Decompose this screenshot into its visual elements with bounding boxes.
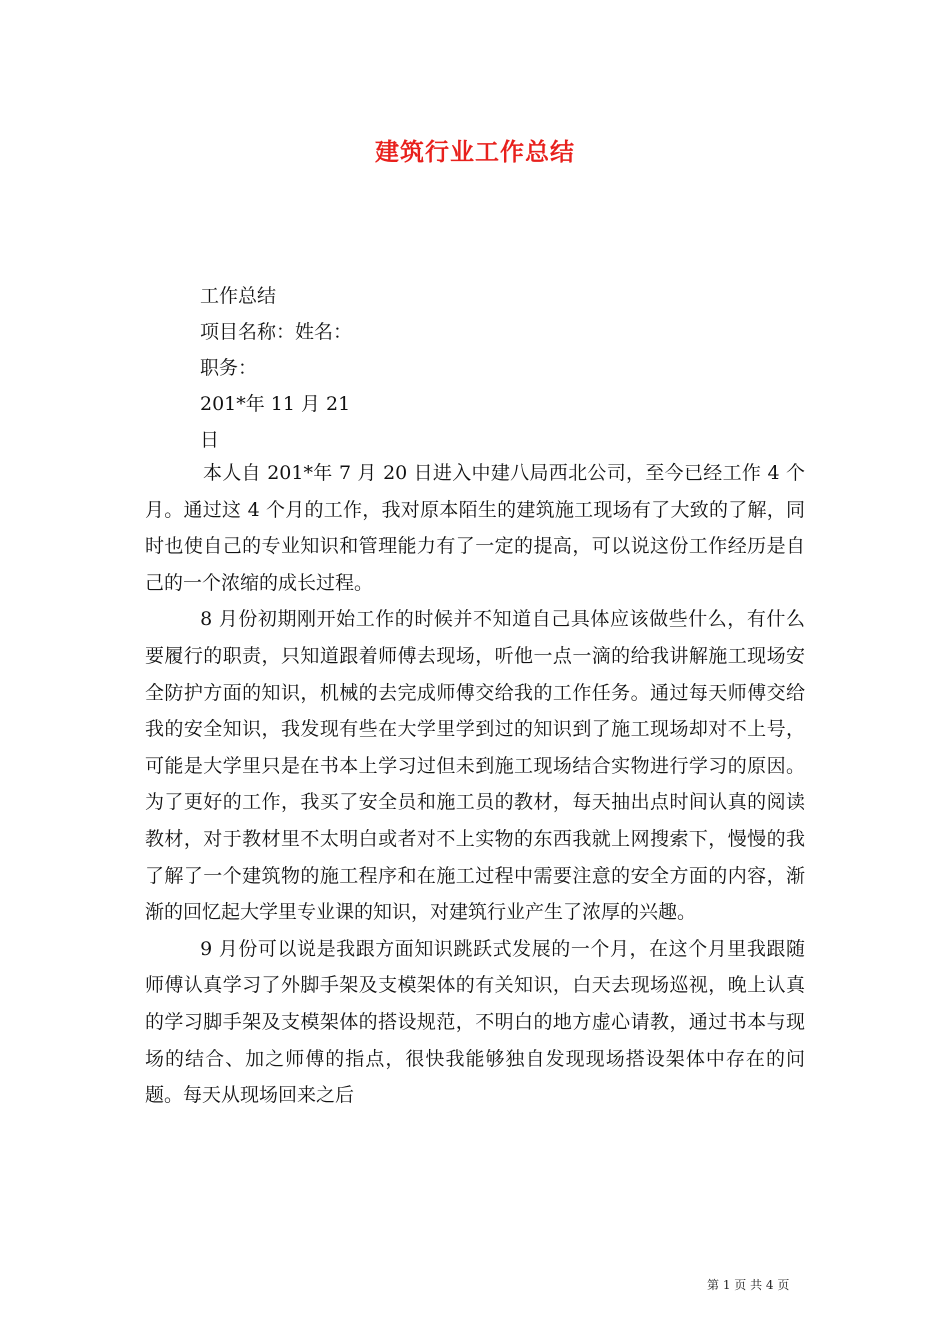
paragraph-1: 本人自 201*年 7 月 20 日进入中建八局西北公司，至今已经工作 4 个月。通过这 4 个月的工作，我对原本陌生的建筑施工现场有了大致的了解，同时也使自己的专业知识和管理能力有了一定的提高，可以说这份工作经历是自己的一个浓缩的成长过程。 (145, 462, 805, 594)
header-line-date: 201*年 11 月 21 (200, 393, 351, 415)
page-footer: 第 1 页 共 4 页 (707, 1278, 790, 1292)
header-line-position: 职务： (200, 357, 258, 379)
header-line-summary: 工作总结 (200, 285, 277, 307)
header-info-block (200, 278, 352, 458)
paragraph-2: 8 月份初期刚开始工作的时候并不知道自己具体应该做些什么，有什么要履行的职责，只知道跟着师傅去现场，听他一点一滴的给我讲解施工现场安全防护方面的知识，机械的去完成师傅交给我的工作任务。通过每天师傅交给我的安全知识，我发现有些在大学里学到过的知识到了施工现场却对不上号，可能是大学里只是在书本上学习过但未到施工现场结合实物进行学习的原因。为了更好的工作，我买了安全员和施工员的教材，每天抽出点时间认真的阅读教材，对于教材里不太明白或者对不上实物的东西我就上网搜索下，慢慢的我了解了一个建筑物的施工程序和在施工过程中需要注意的安全方面的内容，渐渐的回忆起大学里专业课的知识，对建筑行业产生了浓厚的兴趣。 (145, 608, 805, 924)
paragraph-3: 9 月份可以说是我跟方面知识跳跃式发展的一个月，在这个月里我跟随师傅认真学习了外脚手架及支模架体的有关知识，白天去现场巡视，晚上认真的学习脚手架及支模架体的搭设规范，不明白的地方虚心请教，通过书本与现场的结合、加之师傅的指点，很快我能够独自发现现场搭设架体中存在的问题。每天从现场回来之后 (145, 937, 805, 1107)
header-line-project-name: 项目名称：姓名： (200, 321, 353, 343)
document-title: 建筑行业工作总结 (375, 137, 575, 166)
header-line-date-day: 日 (200, 429, 220, 451)
document-body (145, 455, 805, 1114)
